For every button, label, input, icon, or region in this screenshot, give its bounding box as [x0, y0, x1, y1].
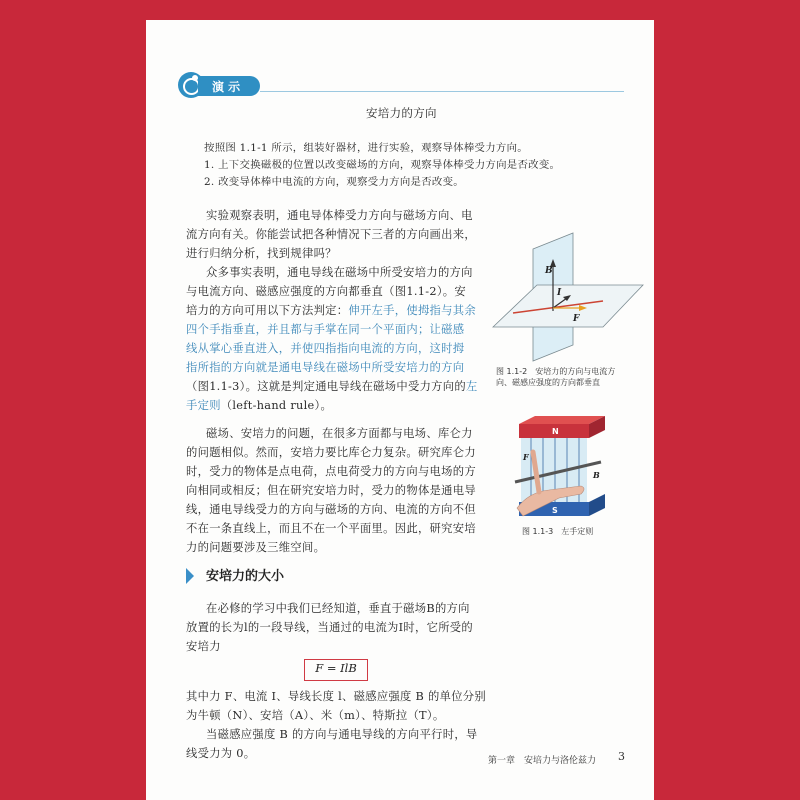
body-line: 线，通电导线受力的方向与磁场的方向、电流的方向不但: [186, 503, 476, 516]
body-line: 磁场、安培力的问题，在很多方面都与电场、库仑力: [206, 427, 473, 440]
body-line: 线受力为 0。: [186, 747, 256, 760]
footer-chapter: 第一章 安培力与洛伦兹力: [488, 756, 597, 766]
section-title: 安培力的大小: [206, 569, 285, 584]
textbook-page: [146, 20, 654, 800]
figure-caption: 向、磁感应强度的方向都垂直: [496, 378, 600, 387]
instruction-line: 按照图 1.1-1 所示，组装好器材，进行实验，观察导体棒受力方向。: [204, 142, 528, 154]
body-line: 时，受力的物体是点电荷，点电荷受力的方向与电场的方: [186, 465, 476, 478]
body-line: 与电流方向、磁感应强度的方向都垂直（图1.1-2）。安: [186, 285, 466, 298]
label-i: I: [557, 288, 562, 298]
body-line: 手定则（left-hand rule）。: [186, 399, 333, 412]
demo-rule: [260, 91, 624, 92]
section-marker-icon: [186, 568, 194, 584]
body-line: 其中力 F、电流 I、导线长度 l、磁感应强度 B 的单位分别: [186, 690, 487, 703]
figure-caption: 图 1.1-3 左手定则: [522, 527, 594, 536]
label-b: B: [545, 266, 553, 276]
body-line: 进行归纳分析，找到规律吗？: [186, 247, 337, 260]
rule-highlight: 线从掌心垂直进入，并使四指指向电流的方向，这时拇: [186, 342, 465, 355]
demo-label: 演 示: [212, 80, 241, 94]
body-line: 的问题相似。然而，安培力要比库仑力复杂。研究库仑力: [186, 446, 476, 459]
body-line: 为牛顿（N）、安培（A）、米（m）、特斯拉（T）。: [186, 709, 445, 722]
body-line: 培力的方向可用以下方法判定：伸开左手，使拇指与其余: [186, 304, 476, 317]
label-s: S: [552, 506, 558, 515]
magnet-south-side: [589, 494, 605, 516]
body-line: 实验观察表明，通电导体棒受力方向与磁场方向、电: [206, 209, 473, 222]
body-line: 放置的长为l的一段导线，当通过的电流为I时，它所受的: [186, 621, 474, 634]
instruction-line: 2. 改变导体棒中电流的方向，观察受力方向是否改变。: [204, 176, 464, 188]
instruction-line: 1. 上下交换磁极的位置以改变磁场的方向，观察导体棒受力方向是否改变。: [204, 159, 561, 171]
figure-caption: 图 1.1-2 安培力的方向与电流方: [496, 367, 616, 376]
figure-1-1-2: [491, 215, 651, 375]
body-line: 当磁感应强度 B 的方向与通电导线的方向平行时，导: [206, 728, 478, 741]
body-line: （图1.1-3）。这就是判定通电导线在磁场中受力方向的左: [186, 380, 478, 393]
formula: F = IlB: [315, 661, 357, 675]
term-left-hand-rule: 手定则: [186, 399, 221, 412]
figure-1-1-3: [509, 412, 619, 527]
label-n: N: [552, 427, 559, 436]
label-f: F: [523, 452, 529, 462]
body-line: 向相同或相反；但在研究安培力时，受力的物体是通电导: [186, 484, 476, 497]
label-f: F: [573, 314, 580, 324]
rule-highlight: 伸开左手，使拇指与其余: [348, 304, 476, 317]
label-b: B: [593, 470, 600, 480]
body-line: 流方向有关。你能尝试把各种情况下三者的方向画出来，: [186, 228, 476, 241]
rule-highlight: 指所指的方向就是通电导线在磁场中所受安培力的方向: [186, 361, 465, 374]
page-number: 3: [618, 750, 625, 763]
body-line: 不在一条直线上，而且不在一个平面里。因此，研究安培: [186, 522, 476, 535]
body-line: 众多事实表明，通电导线在磁场中所受安培力的方向: [206, 266, 473, 279]
body-line: 在必修的学习中我们已经知道，垂直于磁场B的方向: [206, 602, 470, 615]
rule-highlight: 四个手指垂直，并且都与手掌在同一个平面内；让磁感: [186, 323, 465, 336]
body-line: 力的问题要涉及三维空间。: [186, 541, 326, 554]
demo-title: 安培力的方向: [366, 106, 437, 120]
body-line: 安培力: [186, 640, 221, 653]
